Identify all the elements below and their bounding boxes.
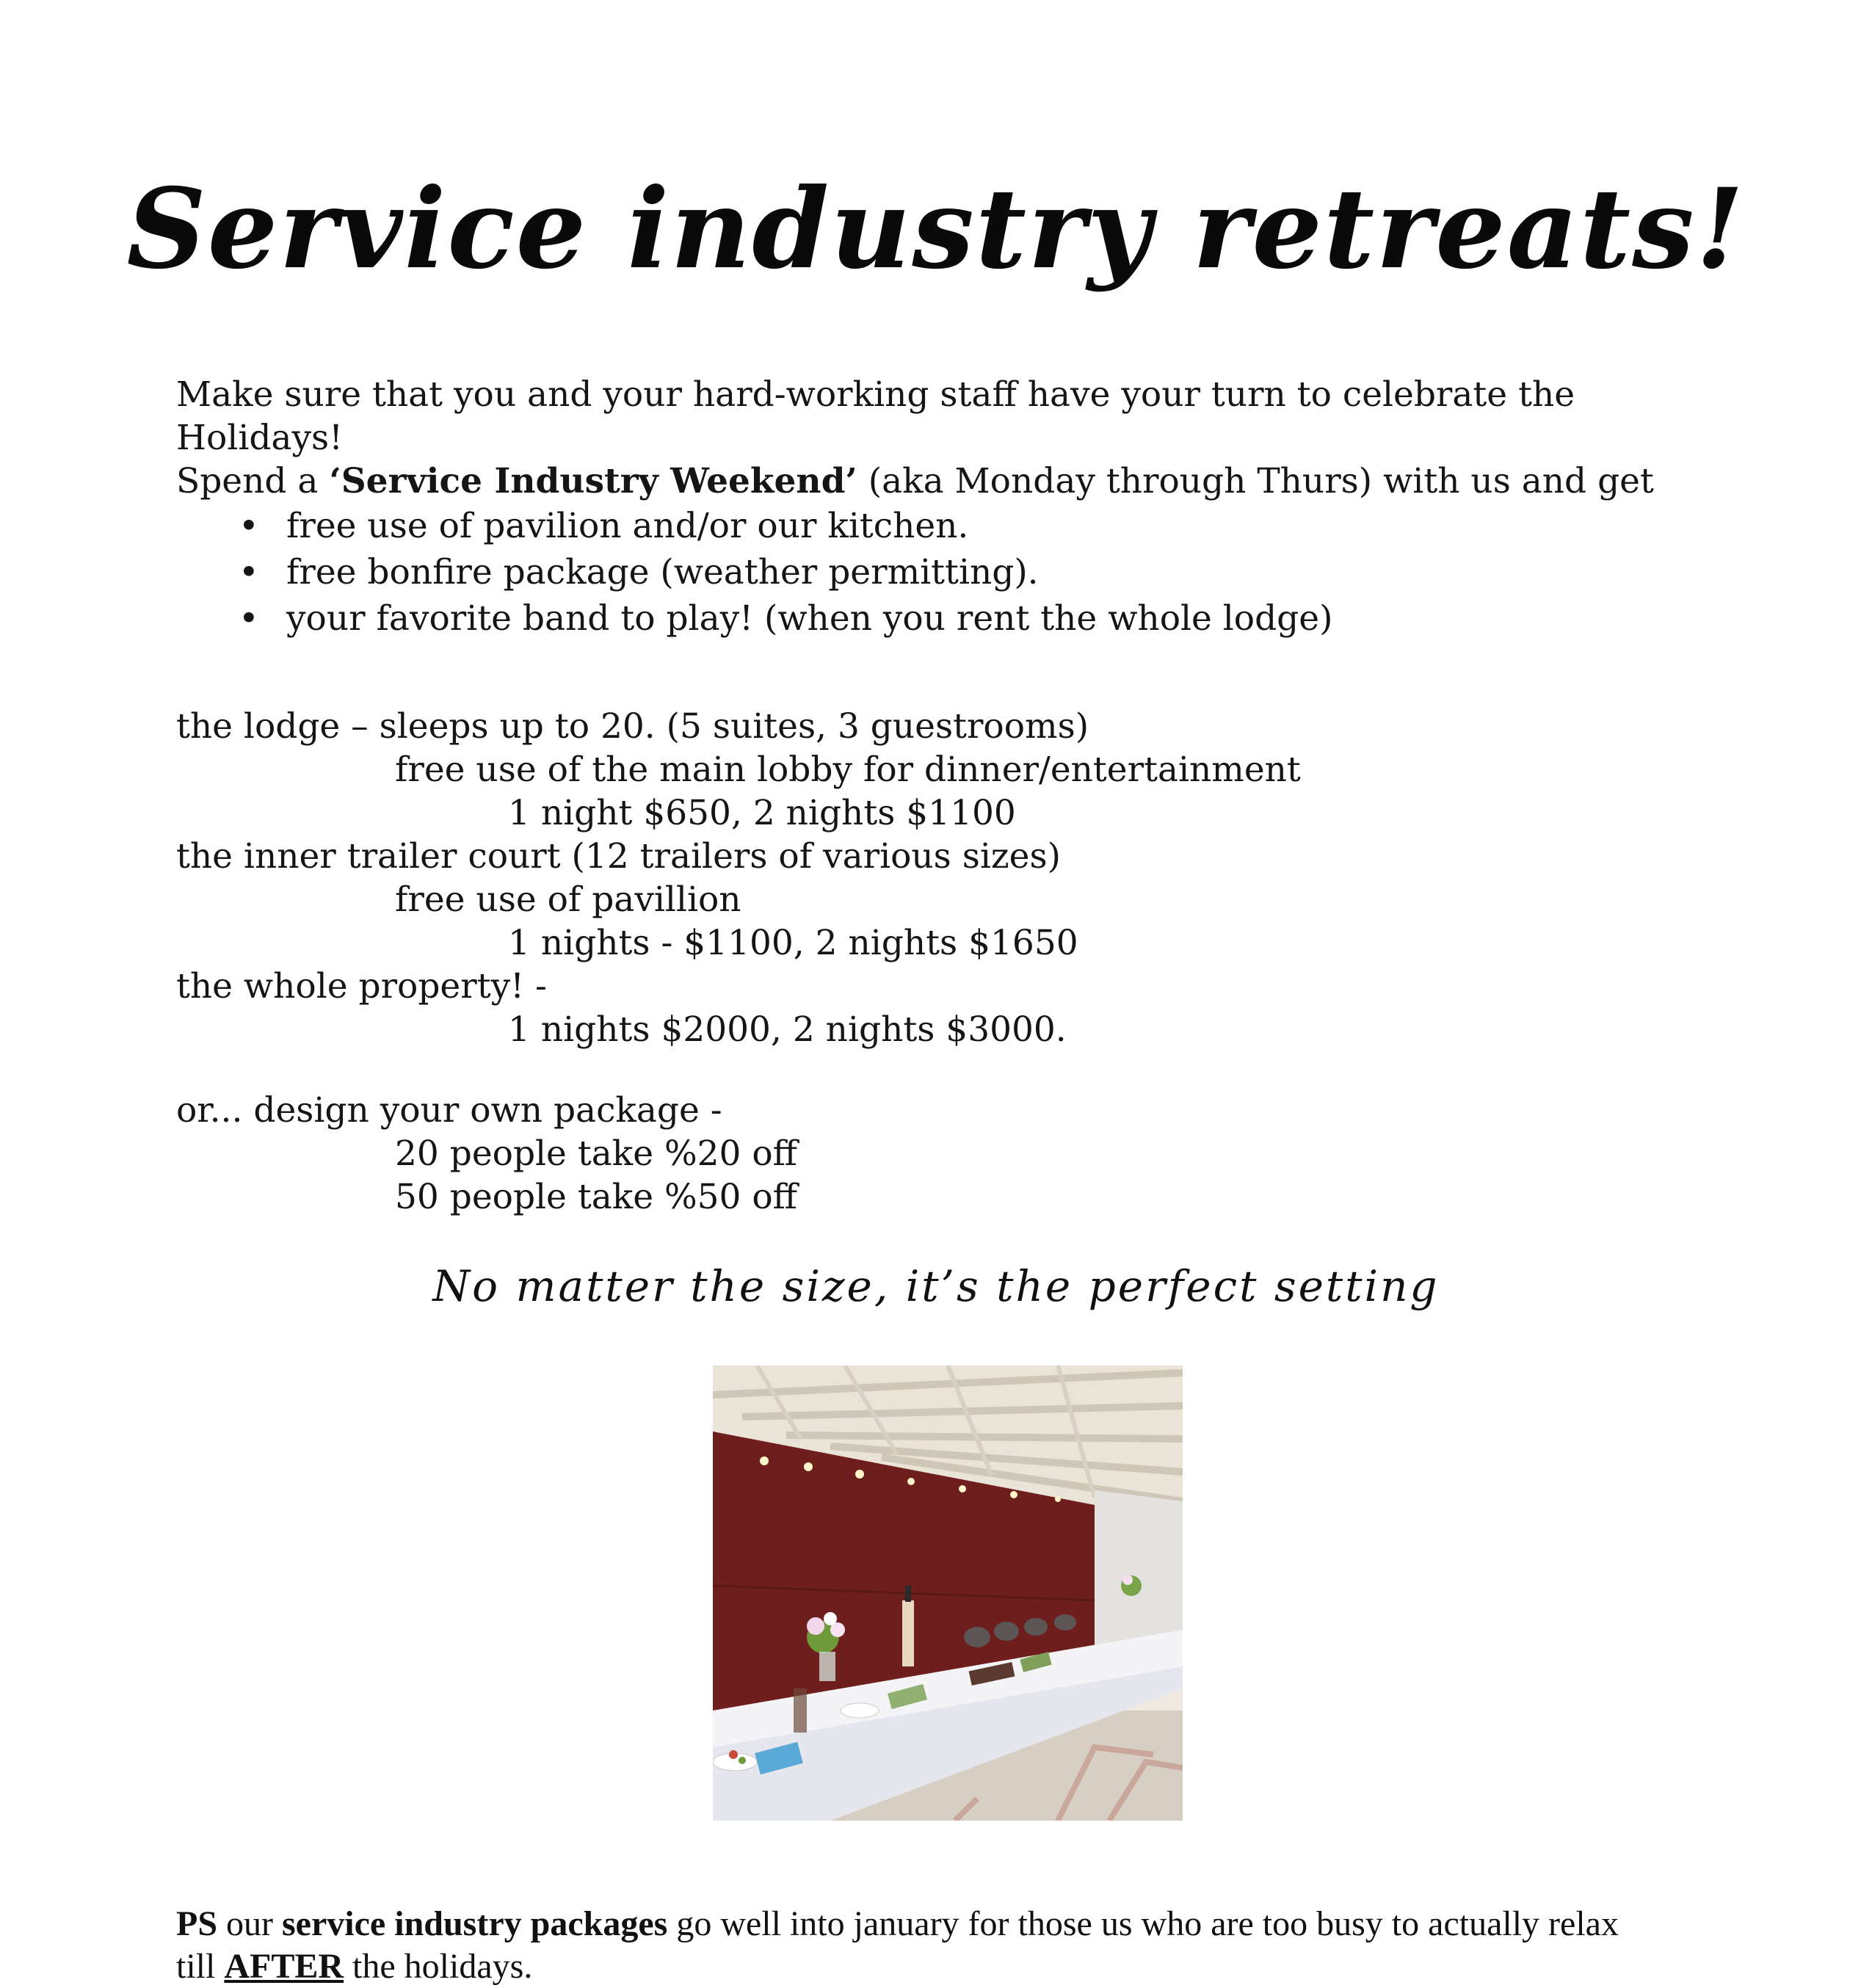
bullet-icon: • — [239, 506, 259, 546]
perks-list — [176, 503, 1703, 642]
lodge-perk: free use of the main lobby for dinner/entertainment — [395, 750, 1301, 790]
intro-line-1: Make sure that you and your hard-working staff have your turn to celebrate the — [176, 374, 1575, 415]
ps-text: our — [217, 1904, 282, 1943]
ps-text: the holidays. — [344, 1947, 533, 1986]
ps-note — [176, 1903, 1718, 1988]
perk-text: free use of pavilion and/or our kitchen. — [286, 506, 969, 546]
bullet-icon: • — [239, 552, 259, 592]
packages-section — [176, 705, 1703, 1051]
tagline: No matter the size, it’s the perfect setting — [432, 1261, 1440, 1311]
ps-line-2 — [176, 1945, 1718, 1988]
weekend-name: ‘Service Industry Weekend’ — [329, 461, 857, 501]
lodge-heading: the lodge – sleeps up to 20. (5 suites, 3 guestrooms) — [176, 706, 1089, 747]
pavilion-dinner-photo — [713, 1365, 1183, 1821]
intro-section — [176, 373, 1703, 642]
list-item — [176, 549, 1703, 595]
lodge-price: 1 night $650, 2 nights $1100 — [508, 793, 1016, 833]
perk-text: free bonfire package (weather permitting). — [286, 552, 1039, 592]
photo-image — [713, 1365, 1183, 1821]
after-emphasis: AFTER — [224, 1947, 344, 1986]
ps-label: PS — [176, 1904, 218, 1943]
spend-line — [176, 460, 1703, 503]
list-item — [176, 595, 1703, 642]
ps-text: till — [176, 1947, 225, 1986]
ps-text: go well into january for those us who are too busy to actually relax — [667, 1904, 1619, 1943]
bullet-icon: • — [239, 598, 259, 639]
perk-text: your favorite band to play! (when you rent the whole lodge) — [286, 598, 1333, 639]
property-price: 1 nights $2000, 2 nights $3000. — [508, 1009, 1067, 1050]
property-heading: the whole property! - — [176, 966, 547, 1006]
ps-packages: service industry packages — [282, 1904, 668, 1943]
spend-prefix: Spend a — [176, 461, 330, 501]
trailer-heading: the inner trailer court (12 trailers of various sizes) — [176, 836, 1061, 877]
custom-package-section — [176, 1089, 1703, 1219]
custom-tier-1: 20 people take %20 off — [395, 1133, 798, 1174]
list-item — [176, 503, 1703, 549]
spend-suffix: (aka Monday through Thurs) with us and get — [857, 461, 1654, 501]
page-title: Service industry retreats! — [126, 164, 1746, 294]
ps-line-1 — [176, 1903, 1718, 1945]
custom-heading: or... design your own package - — [176, 1090, 722, 1131]
custom-tier-2: 50 people take %50 off — [395, 1177, 798, 1217]
intro-line-2: Holidays! — [176, 418, 344, 458]
trailer-perk: free use of pavillion — [395, 879, 741, 920]
trailer-price: 1 nights - $1100, 2 nights $1650 — [508, 923, 1078, 963]
